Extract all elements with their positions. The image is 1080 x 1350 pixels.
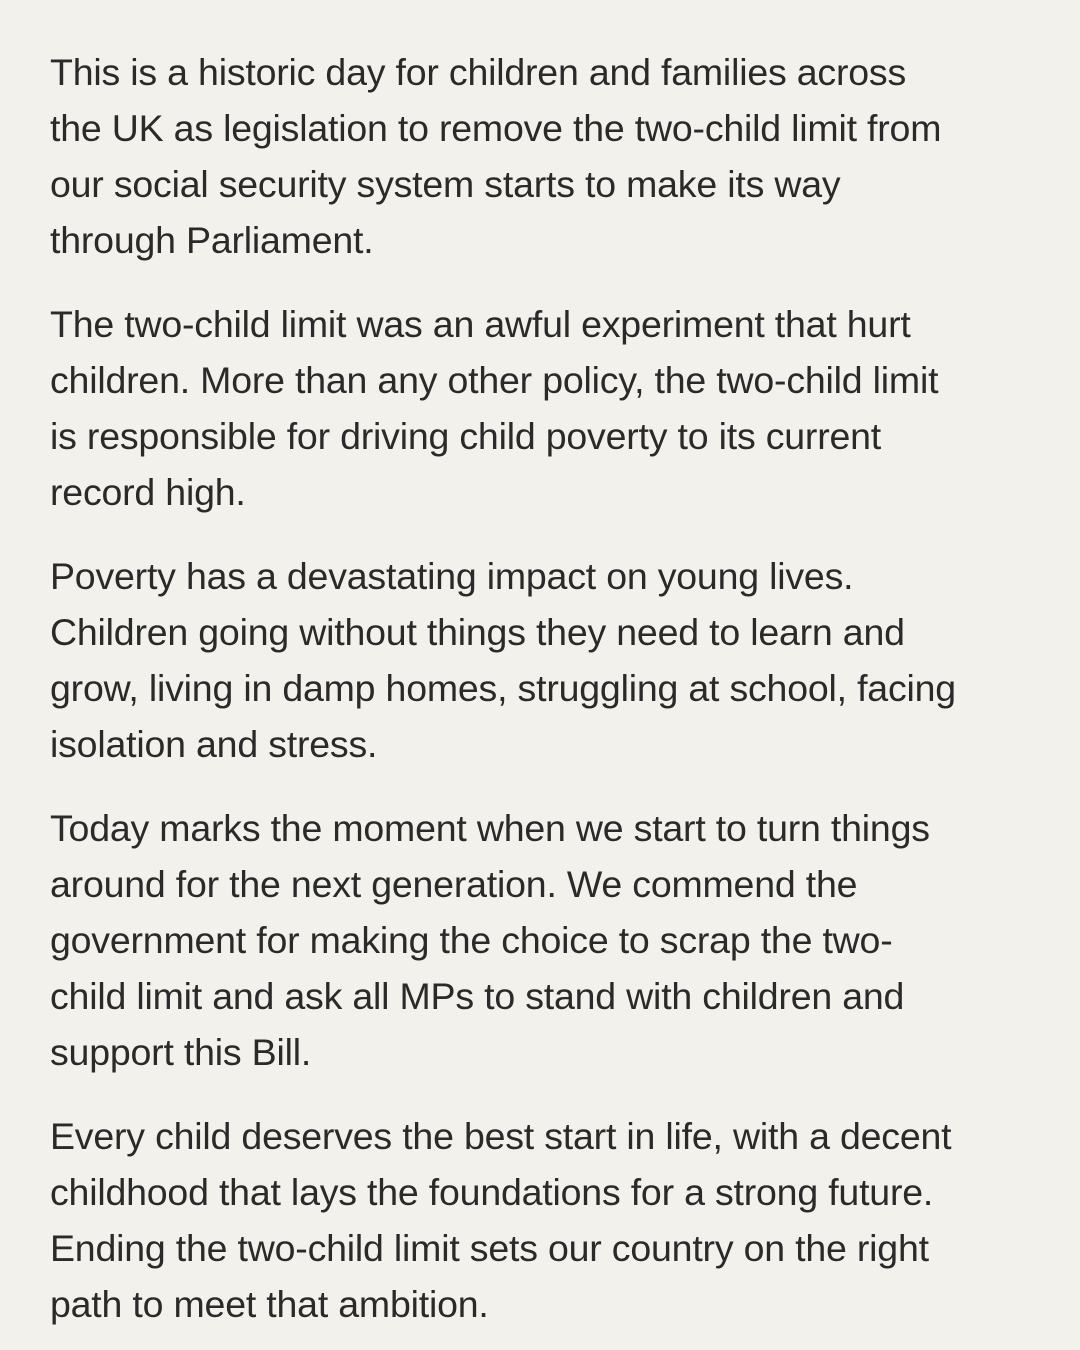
- paragraph-4-line-2: around for the next generation. We commend the: [50, 863, 858, 905]
- paragraph-1: [50, 44, 1030, 268]
- paragraph-2: [50, 296, 1030, 520]
- paragraph-4-line-3: government for making the choice to scrap the two-: [50, 919, 893, 961]
- paragraph-2-line-2: children. More than any other policy, the two-child limit: [50, 359, 939, 401]
- paragraph-3-line-4: isolation and stress.: [50, 723, 378, 765]
- paragraph-5: [50, 1108, 1030, 1332]
- paragraph-2-line-1: The two-child limit was an awful experiment that hurt: [50, 303, 911, 345]
- paragraph-2-line-3: is responsible for driving child poverty to its current: [50, 415, 882, 457]
- paragraph-1-line-2: the UK as legislation to remove the two-child limit from: [50, 107, 942, 149]
- paragraph-3-line-2: Children going without things they need to learn and: [50, 611, 905, 653]
- paragraph-1-line-4: through Parliament.: [50, 219, 374, 261]
- paragraph-5-line-3: Ending the two-child limit sets our country on the right: [50, 1227, 929, 1269]
- paragraph-2-line-4: record high.: [50, 471, 246, 513]
- paragraph-5-line-4: path to meet that ambition.: [50, 1283, 489, 1325]
- paragraph-4-line-1: Today marks the moment when we start to turn things: [50, 807, 930, 849]
- paragraph-3-line-1: Poverty has a devastating impact on young lives.: [50, 555, 854, 597]
- paragraph-1-line-1: This is a historic day for children and families across: [50, 51, 907, 93]
- paragraph-5-line-1: Every child deserves the best start in life, with a decent: [50, 1115, 952, 1157]
- paragraph-5-line-2: childhood that lays the foundations for a strong future.: [50, 1171, 934, 1213]
- paragraph-3-line-3: grow, living in damp homes, struggling at school, facing: [50, 667, 956, 709]
- paragraph-4: [50, 800, 1030, 1080]
- paragraph-1-line-3: our social security system starts to make its way: [50, 163, 841, 205]
- paragraph-4-line-5: support this Bill.: [50, 1031, 312, 1073]
- paragraph-4-line-4: child limit and ask all MPs to stand with children and: [50, 975, 905, 1017]
- paragraph-3: [50, 548, 1030, 772]
